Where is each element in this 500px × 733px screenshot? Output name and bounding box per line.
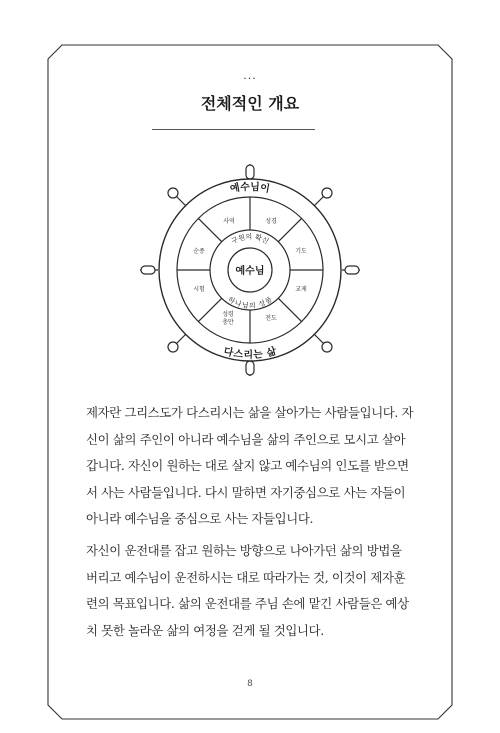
wheel-label-top: 예수님이 — [229, 181, 271, 196]
wheel-label-bottom: 다스리는 삶 — [222, 346, 278, 362]
segment-label: 전도 — [265, 315, 277, 322]
ship-wheel-diagram — [140, 164, 360, 376]
inner-label-top: 구원의 확신 — [230, 232, 270, 246]
segment-label: 시험 — [193, 286, 205, 293]
segment-label: 기도 — [295, 248, 307, 255]
segment-label: 사역 — [223, 218, 235, 225]
segment-label: 성령 충만 — [222, 311, 234, 326]
segment-label: 순종 — [193, 248, 205, 255]
wheel-center: 예수님 — [235, 266, 265, 277]
inner-label-bottom: 하나님의 성품 — [226, 295, 274, 310]
body-paragraph: 자신이 운전대를 잡고 원하는 방향으로 나아가던 삶의 방법을 버리고 예수님이 운전하시는 대로 따라가는 것, 이것이 제자훈련의 목표입니다. 삶의 운전대를 주님 손에 맡긴 사람들은 예상치 못한 놀라운 삶의 여정을 걷게 될 것입니다. — [86, 543, 409, 638]
segment-label: 교제 — [295, 286, 307, 293]
body-paragraph: 제자란 그리스도가 다스리시는 삶을 살아가는 사람들입니다. 자신이 삶의 주인이 아니라 예수님을 삶의 주인으로 모시고 살아갑니다. 자신이 원하는 대로 살지 않고 예수님의 인도를 받으면서 사는 사람들입니다. 다시 말하면 자기중심으로 사는 자들이 아니라 예수님을 중심으로 사는 자들입니다. — [86, 405, 414, 526]
segment-label: 성경 — [265, 218, 277, 225]
title-divider — [152, 129, 315, 130]
page-title: 전체적인 개요 — [200, 94, 300, 113]
page-number: 8 — [247, 679, 253, 689]
section-dots: ··· — [243, 72, 257, 85]
